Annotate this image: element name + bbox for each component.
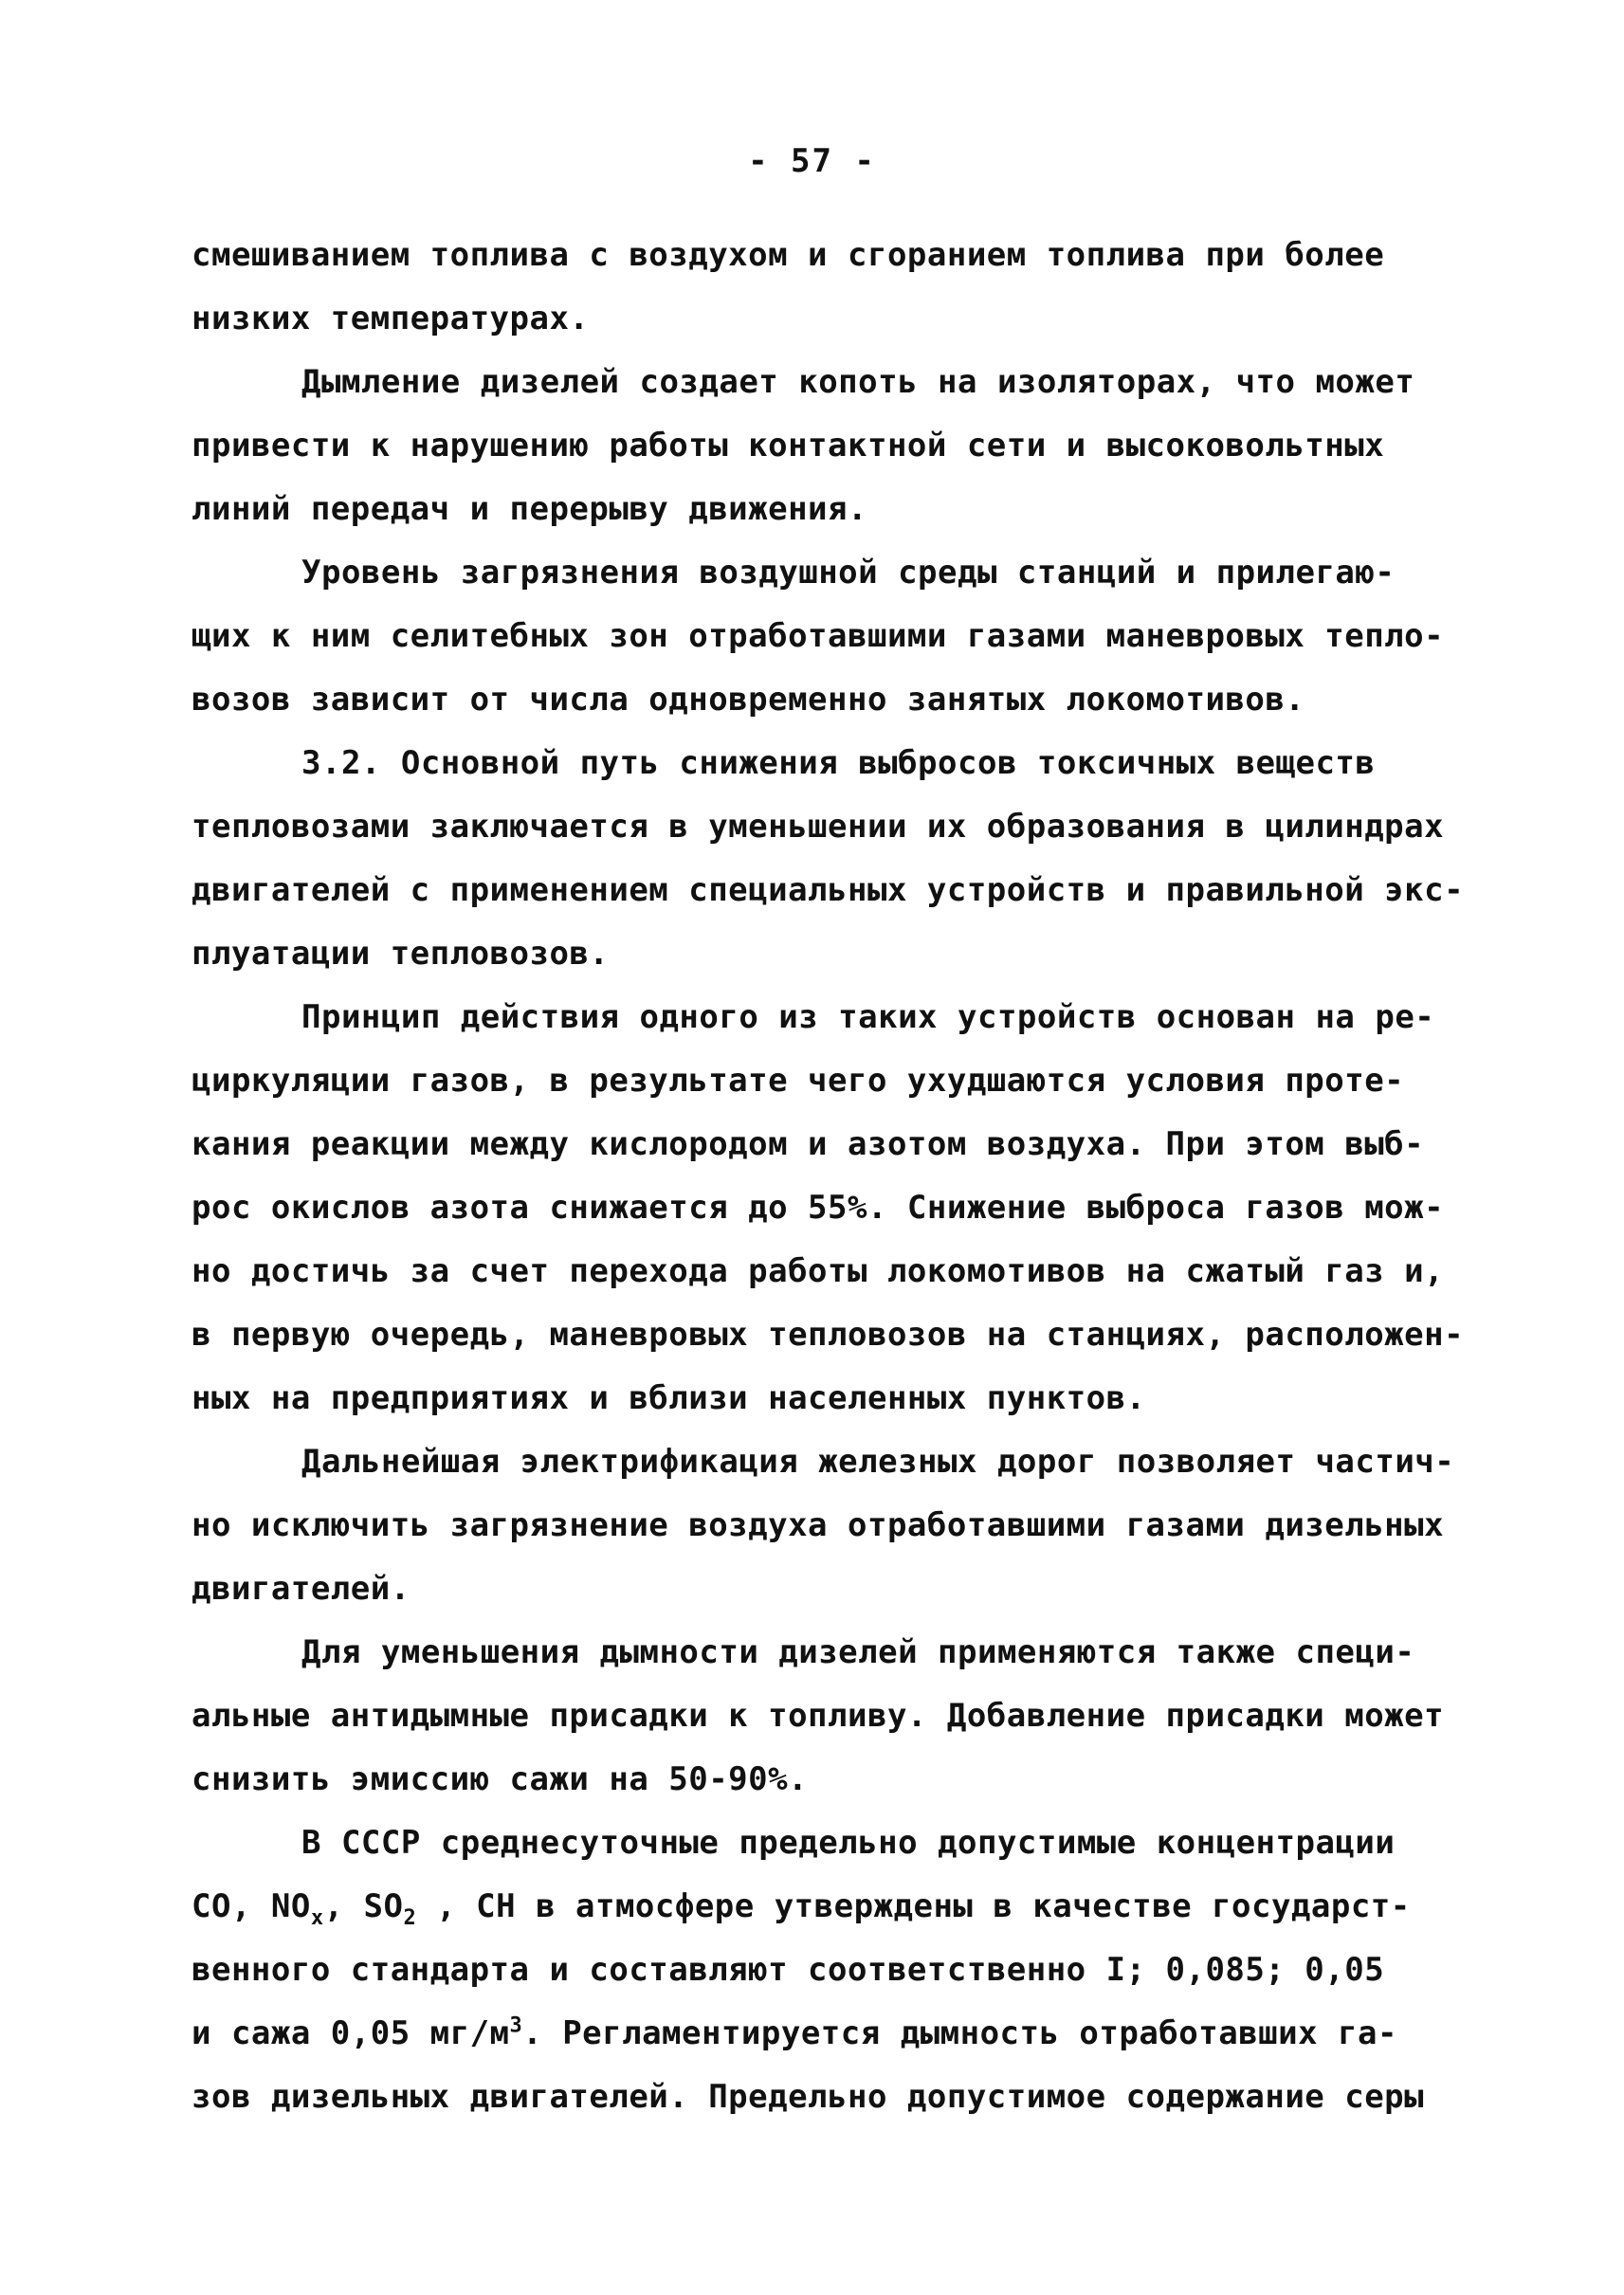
text-line: линий передач и перерыву движения. xyxy=(192,490,867,528)
text-line: 3.2. Основной путь снижения выбросов токсичных веществ xyxy=(301,744,1376,782)
body-text xyxy=(192,224,1465,2129)
text-line: Дымление дизелей создает копоть на изоляторах, что может xyxy=(301,363,1415,401)
units-before: и сажа 0,05 мг/м xyxy=(192,2014,510,2052)
formula-co: CO, xyxy=(192,1887,271,1925)
text-line: венного стандарта и составляют соответственно I; 0,085; 0,05 xyxy=(192,1951,1385,1989)
formula-rest: , CH в атмосфере утверждены в качестве государст- xyxy=(416,1887,1411,1925)
units-superscript: 3 xyxy=(509,2013,523,2038)
text-line: кания реакции между кислородом и азотом воздуха. При этом выб- xyxy=(192,1125,1425,1163)
text-block-final xyxy=(192,2066,1462,2129)
text-line: низких температурах. xyxy=(192,300,590,337)
text-line: привести к нарушению работы контактной сети и высоковольтных xyxy=(192,427,1385,464)
formula-separator: , xyxy=(323,1887,364,1925)
text-line: но достичь за счет перехода работы локомотивов на сжатый газ и, xyxy=(192,1252,1445,1290)
text-line-formula xyxy=(192,1875,1462,1939)
text-line: альные антидымные присадки к топливу. Добавление присадки может xyxy=(192,1697,1445,1735)
text-line: Для уменьшения дымности дизелей применяются также специ- xyxy=(301,1633,1415,1671)
text-line: зов дизельных двигателей. Предельно допустимое содержание серы xyxy=(192,2078,1425,2116)
text-line: в первую очередь, маневровых тепловозов на станциях, расположен- xyxy=(192,1316,1465,1354)
text-line: возов зависит от числа одновременно занятых локомотивов. xyxy=(192,681,1305,719)
page-number: - 57 - xyxy=(748,142,876,180)
text-line: Дальнейшая электрификация железных дорог позволяет частич- xyxy=(301,1443,1455,1481)
text-line: снизить эмиссию сажи на 50-90%. xyxy=(192,1760,809,1798)
text-block-after-formula xyxy=(192,1939,1462,2002)
text-line: двигателей. xyxy=(192,1570,411,1608)
formula-so: SO xyxy=(363,1887,404,1925)
text-line: ных на предприятиях и вблизи населенных пунктов. xyxy=(192,1379,1146,1417)
text-line: рос окислов азота снижается до 55%. Снижение выброса газов мож- xyxy=(192,1189,1445,1227)
text-line-units xyxy=(192,2002,1462,2066)
text-line: Уровень загрязнения воздушной среды станций и прилегаю- xyxy=(301,554,1396,592)
text-line: смешиванием топлива с воздухом и сгоранием топлива при более xyxy=(192,236,1385,274)
text-line: но исключить загрязнение воздуха отработавшими газами дизельных xyxy=(192,1506,1445,1544)
text-line: двигателей с применением специальных устройств и правильной экс- xyxy=(192,871,1465,909)
text-line: В СССР среднесуточные предельно допустимые концентрации xyxy=(301,1824,1396,1862)
text-line: плуатации тепловозов. xyxy=(192,935,610,973)
formula-no-subscript: x xyxy=(310,1905,324,1930)
text-block-main xyxy=(192,224,1465,1875)
units-after: . Регламентируется дымность отработавших га- xyxy=(522,2014,1397,2052)
formula-no: NO xyxy=(270,1887,311,1925)
text-line: Принцип действия одного из таких устройств основан на ре- xyxy=(301,998,1435,1036)
text-line: щих к ним селитебных зон отработавшими газами маневровых тепло- xyxy=(192,617,1445,655)
formula-so-subscript: 2 xyxy=(403,1905,417,1930)
text-line: циркуляции газов, в результате чего ухудшаются условия проте- xyxy=(192,1062,1405,1100)
text-line: тепловозами заключается в уменьшении их образования в цилиндрах xyxy=(192,808,1445,846)
